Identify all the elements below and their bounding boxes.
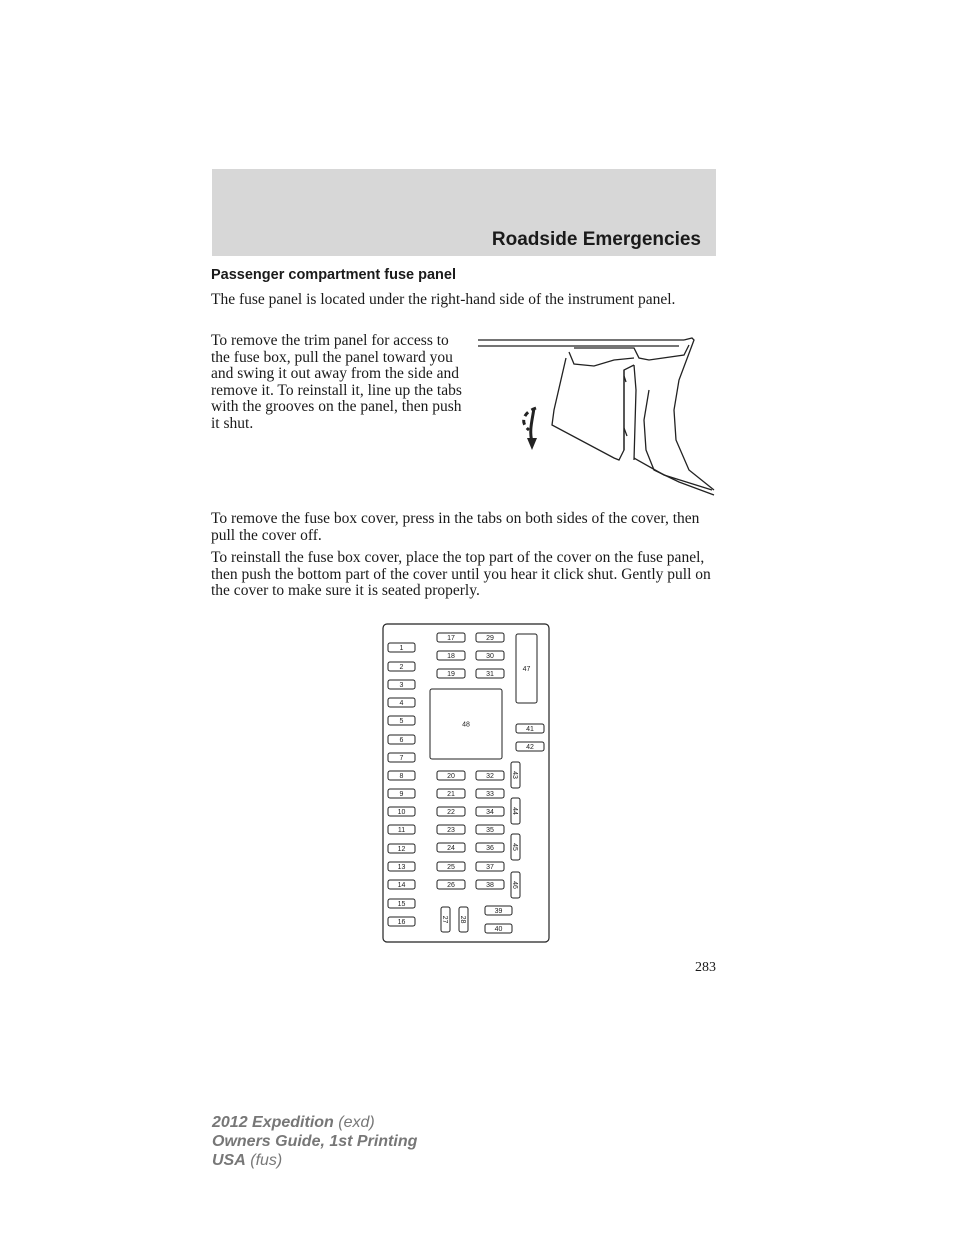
- section-heading: Passenger compartment fuse panel: [211, 267, 456, 283]
- fuse-label: 16: [397, 919, 406, 926]
- fuse-48: [430, 689, 502, 759]
- fuse-36: [476, 843, 504, 852]
- fuse-label: 4: [399, 700, 404, 707]
- fuse-32: [476, 771, 504, 780]
- fuse-label: 12: [397, 846, 406, 853]
- fuse-28: [459, 907, 468, 932]
- fuse-label: 25: [447, 864, 455, 871]
- fuse-47: [516, 634, 537, 703]
- footer-market: USA: [212, 1152, 246, 1169]
- fuse-15: [388, 899, 415, 908]
- fuse-13: [388, 862, 415, 871]
- fuse-label: 23: [447, 827, 455, 834]
- fuse-label: 10: [397, 809, 406, 816]
- fuse-label: 39: [494, 908, 503, 915]
- fuse-label: 30: [486, 653, 494, 660]
- fuse-43: [511, 762, 520, 788]
- fuse-label: 8: [399, 773, 404, 780]
- fuse-label: 37: [486, 864, 494, 871]
- fuse-8: [388, 771, 415, 780]
- fuse-23: [437, 825, 465, 834]
- fuse-label: 41: [526, 726, 534, 733]
- fuse-4: [388, 698, 415, 707]
- fuse-14: [388, 880, 415, 889]
- footer-printing: Owners Guide, 1st Printing: [212, 1133, 418, 1150]
- fuse-38: [476, 880, 504, 889]
- fuse-18: [437, 651, 465, 660]
- fuse-label: 28: [459, 915, 466, 924]
- fuse-label: 1: [399, 645, 404, 652]
- fuse-7: [388, 753, 415, 762]
- footer-model-code: (exd): [338, 1114, 375, 1131]
- fuse-label: 22: [447, 809, 455, 816]
- fuse-label: 45: [511, 843, 518, 851]
- fuse-46: [511, 872, 520, 898]
- page-number: 283: [695, 960, 716, 975]
- fuse-40: [485, 924, 512, 933]
- fuse-25: [437, 862, 465, 871]
- fuse-22: [437, 807, 465, 816]
- fuse-label: 24: [447, 845, 455, 852]
- fuse-label: 35: [486, 827, 494, 834]
- fuse-21: [437, 789, 465, 798]
- section-header-band: [212, 169, 716, 256]
- fuse-label: 42: [526, 744, 534, 751]
- fuse-35: [476, 825, 504, 834]
- footer-model: 2012 Expedition: [212, 1114, 334, 1131]
- fuse-label: 31: [486, 671, 494, 678]
- fuse-label: 11: [397, 827, 406, 834]
- fuse-label: 43: [511, 771, 518, 779]
- fuse-3: [388, 680, 415, 689]
- fuse-20: [437, 771, 465, 780]
- fuse-label: 21: [447, 791, 455, 798]
- fuse-44: [511, 798, 520, 824]
- fuse-27: [441, 907, 450, 932]
- fuse-label: 48: [462, 721, 470, 729]
- fuse-label: 3: [399, 682, 404, 689]
- fuse-5: [388, 716, 415, 725]
- fuse-label: 6: [399, 737, 404, 744]
- fuse-label: 18: [447, 653, 455, 660]
- fuse-42: [516, 742, 544, 751]
- fuse-label: 14: [397, 882, 406, 889]
- fuse-label: 32: [486, 773, 494, 780]
- fuse-26: [437, 880, 465, 889]
- fuse-33: [476, 789, 504, 798]
- fuse-label: 46: [511, 881, 518, 889]
- fuse-label: 27: [441, 915, 448, 924]
- fuse-label: 7: [399, 755, 404, 762]
- footer-market-code: (fus): [250, 1152, 283, 1169]
- fuse-31: [476, 669, 504, 678]
- fuse-24: [437, 843, 465, 852]
- fuse-panel-diagram: [380, 622, 554, 946]
- fuse-17: [437, 633, 465, 642]
- fuse-label: 15: [397, 901, 406, 908]
- fuse-6: [388, 735, 415, 744]
- fuse-label: 17: [447, 635, 455, 642]
- fuse-label: 2: [399, 664, 404, 671]
- section-title: Roadside Emergencies: [491, 229, 701, 250]
- fuse-label: 38: [486, 882, 494, 889]
- fuse-30: [476, 651, 504, 660]
- fuse-10: [388, 807, 415, 816]
- fuse-label: 29: [486, 635, 494, 642]
- fuse-label: 44: [511, 807, 518, 815]
- fuse-label: 9: [399, 791, 404, 798]
- fuse-39: [485, 906, 512, 915]
- trim-panel-illustration: [474, 330, 718, 500]
- paragraph-cover-reinstall: To reinstall the fuse box cover, place the top part of the cover on the fuse panel, then push the bottom part of the cover until you hear it click shut. Gently pull on the cover to make sure it is seated properly.: [211, 549, 711, 599]
- paragraph-location: The fuse panel is located under the right-hand side of the instrument panel.: [211, 291, 676, 308]
- paragraph-cover-removal: To remove the fuse box cover, press in the tabs on both sides of the cover, then pull the cover off.: [211, 510, 700, 544]
- paragraph-trim-removal: To remove the trim panel for access to the fuse box, pull the panel toward you and swing it out away from the side and remove it. To reinstall it, line up the tabs with the grooves on the panel, then push it shut.: [211, 332, 462, 432]
- fuse-19: [437, 669, 465, 678]
- fuse-label: 19: [447, 671, 455, 678]
- fuse-34: [476, 807, 504, 816]
- fuse-label: 5: [399, 718, 404, 725]
- fuse-label: 40: [494, 926, 503, 933]
- fuse-12: [388, 844, 415, 853]
- document-footer: [212, 1113, 417, 1170]
- fuse-41: [516, 724, 544, 733]
- fuse-1: [388, 643, 415, 652]
- fuse-label: 36: [486, 845, 494, 852]
- fuse-37: [476, 862, 504, 871]
- fuse-29: [476, 633, 504, 642]
- fuse-16: [388, 917, 415, 926]
- fuse-2: [388, 662, 415, 671]
- fuse-label: 20: [447, 773, 455, 780]
- fuse-label: 13: [397, 864, 406, 871]
- fuse-label: 47: [522, 666, 531, 673]
- fuse-label: 33: [486, 791, 494, 798]
- fuse-11: [388, 825, 415, 834]
- fuse-label: 26: [447, 882, 455, 889]
- fuse-label: 34: [486, 809, 494, 816]
- fuse-45: [511, 834, 520, 860]
- fuse-9: [388, 789, 415, 798]
